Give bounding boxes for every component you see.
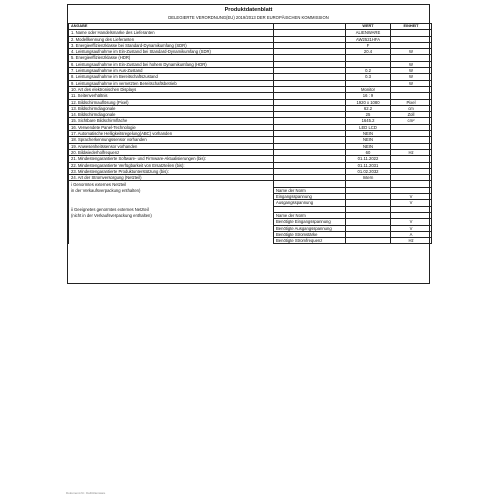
row-label: 9. Leistungsaufnahme im vernetzten Bereitschaftsbetrieb: [69, 80, 274, 86]
row-label: 5. Energieeffizienzklasse (HDR): [69, 55, 274, 61]
row-value: 60: [346, 149, 391, 155]
psu-unit: Hz: [391, 238, 432, 244]
product-datasheet: [67, 4, 430, 284]
row-value: AW2521HFA: [346, 36, 391, 42]
row-value: NEIN: [346, 137, 391, 143]
row-value: NEIN: [346, 131, 391, 137]
psu-text: in der Verkaufsverpackung enthalten): [69, 187, 274, 193]
row-label: 15. Sichtbare Bildschirmfläche: [69, 118, 274, 124]
psu-label: Name der Norm: [274, 187, 346, 193]
row-value: 1920 x 1080: [346, 99, 391, 105]
psu-label: Benötigte Ausgangsspannung: [274, 225, 346, 231]
row-unit: Zoll: [391, 112, 432, 118]
row-label: 19. Anwesenheitssensor vorhanden: [69, 143, 274, 149]
row-label: 11. Seitenverhältnis: [69, 93, 274, 99]
row-unit: cm: [391, 105, 432, 111]
datasheet-title: Produktdatenblatt: [224, 7, 273, 13]
psu-unit: V: [391, 200, 432, 206]
row-value: 01.11.2022: [346, 156, 391, 162]
row-label: 22. Mindestengarantierte Verfügbarkeit von Ersatzteilen (bis):: [69, 162, 274, 168]
row-label: 10. Art des elektronischen Displays: [69, 86, 274, 92]
psu-text: [69, 238, 274, 244]
datasheet-table-body: [69, 24, 432, 244]
row-value: 0.2: [346, 68, 391, 74]
row-value: Monitor: [346, 86, 391, 92]
row-value: 20.4: [346, 49, 391, 55]
psu-label: Benötigte Stromfrequenz: [274, 238, 346, 244]
row-label: 2. Modellkennung des Lieferanten: [69, 36, 274, 42]
row-label: 16. Verwendete Panel-Technologie: [69, 124, 274, 130]
row-value: 1645.2: [346, 118, 391, 124]
row-label: 1. Name oder Handelsmarke des Lieferanten: [69, 30, 274, 36]
psu-label: Benötigte Stromstärke: [274, 231, 346, 237]
row-value: 01.11.2031: [346, 162, 391, 168]
row-label: 3. Energieeffizienzklasse bei Standard-Dynamikumfang (SDR): [69, 42, 274, 48]
psu-label: Eingangsspannung: [274, 194, 346, 200]
row-label: 4. Leistungsaufnahme im Ein-Zustand bei Standard-Dynamikumfang (SDR): [69, 49, 274, 55]
datasheet-table: [68, 23, 432, 244]
row-label: 18. Spracherkennungssensor vorhanden: [69, 137, 274, 143]
document-footer: Dokument-Nr.: Dell/Alienware: [66, 491, 106, 495]
row-unit: W: [391, 80, 432, 86]
psu-unit: V: [391, 219, 432, 225]
psu-row: [69, 238, 432, 244]
psu-label: Ausgangsspannung: [274, 200, 346, 206]
row-value: LED LCD: [346, 124, 391, 130]
row-label: 7. Leistungsaufnahme im Aus-Zustand: [69, 68, 274, 74]
row-value: 01.02.2032: [346, 168, 391, 174]
header-wert: WERT: [346, 24, 391, 30]
row-value: NEIN: [346, 143, 391, 149]
row-unit: W: [391, 68, 432, 74]
row-unit: W: [391, 49, 432, 55]
psu-label: Benötigte Eingangsspannung: [274, 219, 346, 225]
row-unit: W: [391, 61, 432, 67]
header-einheit: EINHEIT: [391, 24, 432, 30]
row-value: 0.3: [346, 74, 391, 80]
psu-value: [346, 238, 391, 244]
psu-unit: V: [391, 225, 432, 231]
psu-text: i Genormtes externes Netzteil: [69, 181, 274, 187]
psu-text: (nicht in der Verkaufsverpackung enthalten): [69, 212, 274, 218]
psu-text: ii Geeignetes genormtes externes Netzteil: [69, 206, 274, 212]
datasheet-subtitle: DELEGIERTE VERORDNUNG(EU) 2019/2013 DER EUROPÄISCHEN KOMMISSION: [168, 15, 329, 20]
row-label: 12. Bildschirmauflösung (Pixel): [69, 99, 274, 105]
row-unit: cm²: [391, 118, 432, 124]
row-label: 17. Automatische Helligkeitsregelung(ABC) vorhanden: [69, 131, 274, 137]
row-label: 21. Mindestengarantierte Software- und Firmware-Aktualisierungen (bis):: [69, 156, 274, 162]
row-label: 23. Mindestengarantierte Produktunterstützung (bis):: [69, 168, 274, 174]
row-value: ALIENWARE: [346, 30, 391, 36]
row-value: 16 : 9: [346, 93, 391, 99]
row-value: 25: [346, 112, 391, 118]
row-label: 13. Bildschirmdiagonale: [69, 105, 274, 111]
row-label: 8. Leistungsaufnahme im Bereitschaftszustand: [69, 74, 274, 80]
row-unit: W: [391, 74, 432, 80]
row-unit: Hz: [391, 149, 432, 155]
row-unit: Pixel: [391, 99, 432, 105]
header-angabe: ANGABE: [69, 24, 274, 30]
psu-unit: V: [391, 194, 432, 200]
psu-unit: A: [391, 231, 432, 237]
psu-label: Name der Norm: [274, 212, 346, 218]
row-label: 20. Bildwiederholfrequenz: [69, 149, 274, 155]
row-label: 24. Art der Stromversorgung (Netzteil): [69, 175, 274, 181]
row-label: 14. Bildschirmdiagonale: [69, 112, 274, 118]
row-value: Intern: [346, 175, 391, 181]
row-value: 62.2: [346, 105, 391, 111]
row-value: F: [346, 42, 391, 48]
row-label: 6. Leistungsaufnahme im Ein-Zustand bei hohem Dynamikumfang (HDR): [69, 61, 274, 67]
